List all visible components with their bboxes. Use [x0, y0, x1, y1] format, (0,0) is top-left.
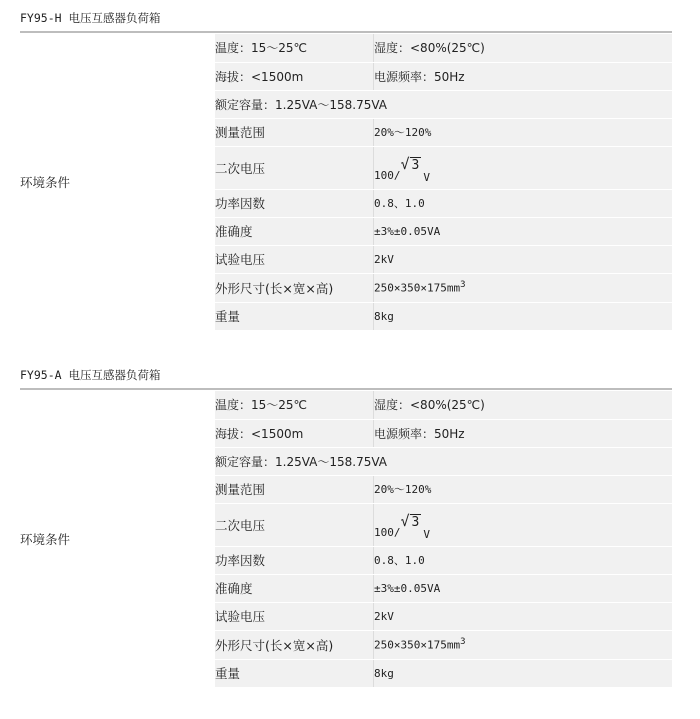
sec-numerator: 100/	[374, 168, 401, 182]
sec-radicand: 3	[411, 514, 420, 530]
spec-value-range: 20%～120%	[374, 118, 673, 146]
spec-table	[20, 34, 672, 331]
spec-key-range: 测量范围	[215, 475, 374, 503]
spec-key-power-factor: 功率因数	[215, 546, 374, 574]
spec-value-test-voltage: 2kV	[374, 245, 673, 273]
section-title	[20, 362, 672, 388]
sqrt-icon: √ 3	[400, 511, 420, 530]
spec-value-accuracy: ±3%±0.05VA	[374, 217, 673, 245]
sec-radicand: 3	[411, 157, 420, 173]
spec-key-power-factor: 功率因数	[215, 189, 374, 217]
spec-key-test-voltage: 试验电压	[215, 602, 374, 630]
spec-value-secondary-voltage	[374, 503, 673, 546]
spec-section-fy95-a	[20, 362, 672, 688]
sec-numerator: 100/	[374, 525, 401, 539]
spec-value-dimensions	[374, 273, 673, 302]
spec-value-range: 20%～120%	[374, 475, 673, 503]
spec-value-test-voltage: 2kV	[374, 602, 673, 630]
section-divider	[20, 388, 672, 390]
spec-value-accuracy: ±3%±0.05VA	[374, 574, 673, 602]
dimensions-exponent: 3	[460, 637, 466, 648]
spec-key-weight: 重量	[215, 302, 374, 330]
env-humidity: 湿度：<80%(25℃)	[374, 391, 673, 419]
dimensions-text: 250×350×175mm	[374, 638, 461, 652]
spec-key-test-voltage: 试验电压	[215, 245, 374, 273]
env-temp: 温度：15～25℃	[215, 391, 374, 419]
sec-unit: V	[423, 170, 430, 184]
spec-value-secondary-voltage	[374, 146, 673, 189]
section-title	[20, 5, 672, 31]
spec-value-weight: 8kg	[374, 302, 673, 330]
spec-table	[20, 391, 672, 688]
spec-key-secondary-voltage: 二次电压	[215, 146, 374, 189]
spec-value-power-factor: 0.8、1.0	[374, 546, 673, 574]
product-name: 电压互感器负荷箱	[68, 11, 161, 25]
spec-section-fy95-h	[20, 5, 672, 331]
spec-key-dimensions: 外形尺寸(长×宽×高)	[215, 273, 374, 302]
spec-value-dimensions	[374, 630, 673, 659]
spec-key-range: 测量范围	[215, 118, 374, 146]
category-cell: 环境条件	[20, 34, 215, 330]
env-altitude: 海拔：<1500m	[215, 62, 374, 90]
spec-value-weight: 8kg	[374, 659, 673, 687]
product-name: 电压互感器负荷箱	[68, 368, 161, 382]
category-cell: 环境条件	[20, 391, 215, 687]
dimensions-text: 250×350×175mm	[374, 281, 461, 295]
env-power-frequency: 电源频率：50Hz	[374, 62, 673, 90]
model-code: FY95-H	[20, 11, 62, 25]
env-temp-text: 温度：15～25℃	[215, 41, 308, 56]
spec-key-accuracy: 准确度	[215, 217, 374, 245]
spec-key-dimensions: 外形尺寸(长×宽×高)	[215, 630, 374, 659]
sqrt-icon: √ 3	[400, 154, 420, 173]
sqrt-expression	[374, 511, 430, 541]
sqrt-expression	[374, 154, 430, 184]
env-power-frequency: 电源频率：50Hz	[374, 419, 673, 447]
env-capacity: 额定容量：1.25VA～158.75VA	[215, 90, 672, 118]
model-code: FY95-A	[20, 368, 62, 382]
section-divider	[20, 31, 672, 33]
spec-value-power-factor: 0.8、1.0	[374, 189, 673, 217]
spec-key-secondary-voltage: 二次电压	[215, 503, 374, 546]
env-capacity: 额定容量：1.25VA～158.75VA	[215, 447, 672, 475]
sec-unit: V	[423, 527, 430, 541]
spec-key-weight: 重量	[215, 659, 374, 687]
dimensions-exponent: 3	[460, 280, 466, 291]
env-altitude: 海拔：<1500m	[215, 419, 374, 447]
spec-key-accuracy: 准确度	[215, 574, 374, 602]
env-temp	[215, 34, 374, 62]
env-humidity: 湿度：<80%(25℃)	[374, 34, 673, 62]
